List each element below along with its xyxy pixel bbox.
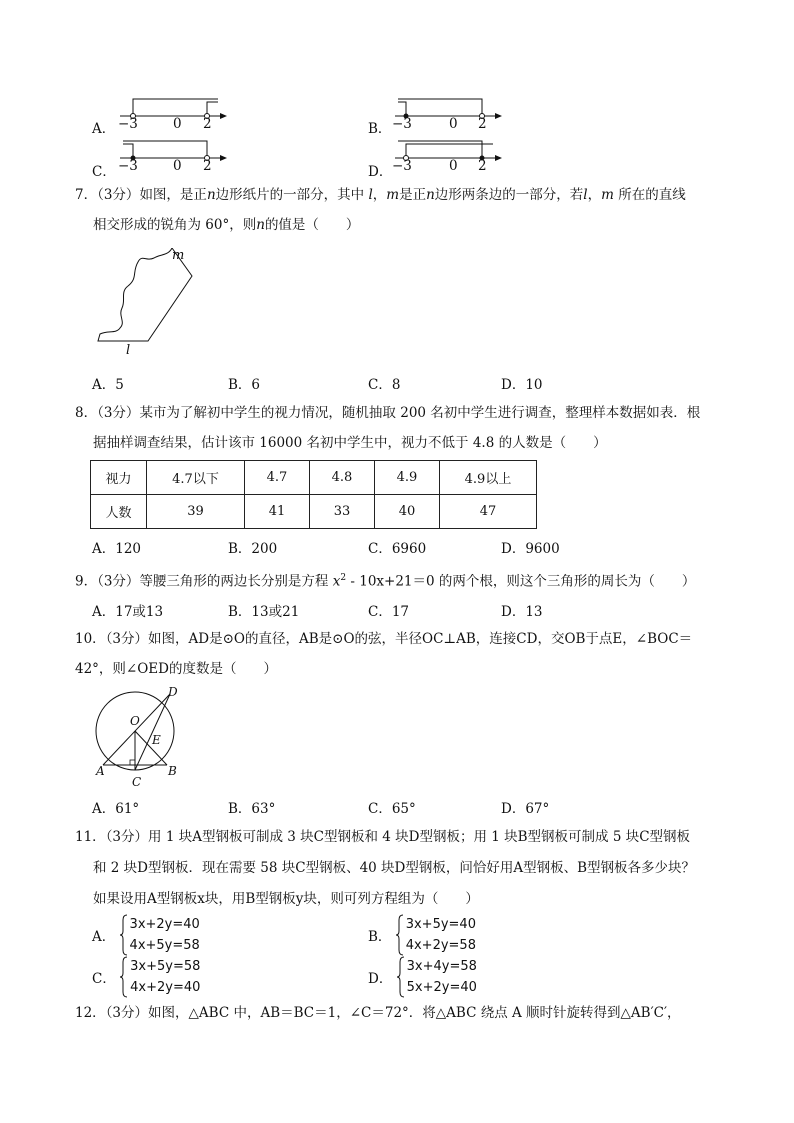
q6-a-tick-0: 0 bbox=[173, 116, 182, 132]
question-9: 9．（3分）等腰三角形的两边长分别是方程 $x^2 - 10x+21=0$ 的两个根，则这个三角形的周长为（ ） bbox=[75, 573, 696, 590]
table-cell: 视力 bbox=[91, 461, 147, 495]
q6-d-tick-0: 0 bbox=[449, 158, 458, 174]
q9-option-c: C．17 bbox=[368, 604, 410, 620]
q7-option-a: A．5 bbox=[92, 377, 124, 393]
table-cell: 4.9以上 bbox=[440, 461, 537, 495]
equation-system: 3x+2y=40 4x+5y=58 bbox=[120, 914, 200, 956]
q10-label-o: O bbox=[130, 714, 140, 728]
table-cell: 40 bbox=[375, 495, 440, 529]
q7-option-d: D．10 bbox=[501, 377, 543, 393]
table-cell: 47 bbox=[440, 495, 537, 529]
question-11 bbox=[75, 822, 725, 915]
table-cell: 4.9 bbox=[375, 461, 440, 495]
q7-label-m: m bbox=[172, 248, 185, 263]
q11-line3: 如果设用A型钢板x块，用B型钢板y块，则可列方程组为（ ） bbox=[93, 891, 479, 907]
q8-line2: 据抽样调查结果，估计该市 16000 名初中学生中，视力不低于 4.8 的人数是（ ） bbox=[93, 435, 607, 451]
q7-option-c: C．8 bbox=[368, 377, 401, 393]
q6-b-tick-2: 2 bbox=[478, 116, 487, 132]
q6-c-tick-0: 0 bbox=[173, 158, 182, 174]
q7-line1: 7．（3分）如图，是正n边形纸片的一部分，其中 l，m是正n边形两条边的一部分，若l，m 所在的直线 bbox=[75, 187, 686, 203]
q6-a-tick-neg3: −3 bbox=[118, 116, 138, 132]
q11-line2: 和 2 块D型钢板．现在需要 58 块C型钢板、40 块D型钢板，问恰好用A型钢板、B型钢板各多少块？ bbox=[93, 860, 696, 876]
q9-option-a: A．17或13 bbox=[92, 604, 164, 620]
q7-line2: 相交形成的锐角为 60°，则n的值是（ ） bbox=[93, 217, 360, 233]
q10-line2: 42°，则∠OED的度数是（ ） bbox=[75, 661, 277, 677]
q7-figure bbox=[90, 248, 200, 358]
q11-line1: 11．（3分）用 1 块A型钢板可制成 3 块C型钢板和 4 块D型钢板；用 1 块B型钢板可制成 5 块C型钢板 bbox=[75, 829, 691, 845]
q8-option-d: D．9600 bbox=[501, 541, 560, 557]
q10-label-e: E bbox=[152, 733, 161, 747]
q10-option-b: B．63° bbox=[228, 801, 276, 817]
table-cell: 33 bbox=[310, 495, 375, 529]
q10-label-a: A bbox=[96, 764, 105, 778]
q6-d-tick-2: 2 bbox=[478, 158, 487, 174]
q6-c-tick-2: 2 bbox=[203, 158, 212, 174]
question-8 bbox=[75, 398, 725, 458]
q7-option-b: B．6 bbox=[228, 377, 261, 393]
q11-option-d: D． 3x+4y=58 5x+2y=40 bbox=[368, 956, 477, 998]
q8-option-c: C．6960 bbox=[368, 541, 427, 557]
table-cell: 41 bbox=[245, 495, 310, 529]
q6-option-c-letter: C． bbox=[92, 164, 116, 180]
q8-table bbox=[90, 460, 537, 529]
q6-d-tick-neg3: −3 bbox=[392, 158, 412, 174]
q6-a-tick-2: 2 bbox=[203, 116, 212, 132]
question-7 bbox=[75, 180, 725, 240]
q6-option-b-letter: B． bbox=[368, 121, 392, 137]
q10-option-d: D．67° bbox=[501, 801, 550, 817]
q6-option-a-letter: A． bbox=[92, 121, 116, 137]
table-row bbox=[91, 495, 537, 529]
table-cell: 4.7 bbox=[245, 461, 310, 495]
q11-option-a: A． 3x+2y=40 4x+5y=58 bbox=[92, 914, 200, 956]
q8-option-b: B．200 bbox=[228, 541, 278, 557]
q9-option-b: B．13或21 bbox=[228, 604, 300, 620]
q7-label-l: l bbox=[126, 343, 131, 358]
q10-label-b: B bbox=[168, 764, 177, 778]
q11-option-c: C． 3x+5y=58 4x+2y=40 bbox=[92, 956, 200, 998]
q10-line1: 10．（3分）如图，AD是⊙O的直径，AB是⊙O的弦，半径OC⊥AB，连接CD，交OB于点E，∠BOC＝ bbox=[75, 631, 693, 647]
q8-line1: 8．（3分）某市为了解初中学生的视力情况，随机抽取 200 名初中学生进行调查，整理样本数据如表．根 bbox=[75, 405, 701, 421]
question-10 bbox=[75, 624, 725, 684]
q6-option-d-letter: D． bbox=[368, 164, 393, 180]
q6-b-tick-0: 0 bbox=[449, 116, 458, 132]
q10-option-a: A．61° bbox=[92, 801, 140, 817]
equation-system: 3x+5y=40 4x+2y=58 bbox=[396, 914, 476, 956]
equation-system: 3x+4y=58 5x+2y=40 bbox=[397, 956, 477, 998]
q10-label-c: C bbox=[132, 775, 142, 789]
q11-option-b: B． 3x+5y=40 4x+2y=58 bbox=[368, 914, 476, 956]
table-cell: 4.8 bbox=[310, 461, 375, 495]
table-row bbox=[91, 461, 537, 495]
q8-option-a: A．120 bbox=[92, 541, 142, 557]
q10-label-d: D bbox=[168, 685, 178, 699]
q6-b-tick-neg3: −3 bbox=[392, 116, 412, 132]
equation-system: 3x+5y=58 4x+2y=40 bbox=[120, 956, 200, 998]
table-cell: 39 bbox=[147, 495, 245, 529]
table-cell: 4.7以下 bbox=[147, 461, 245, 495]
q9-option-d: D．13 bbox=[501, 604, 543, 620]
q6-c-tick-neg3: −3 bbox=[118, 158, 138, 174]
table-cell: 人数 bbox=[91, 495, 147, 529]
question-12: 12．（3分）如图，△ABC 中，AB＝BC＝1，∠C＝72°．将△ABC 绕点 A 顺时针旋转得到△AB′C′， bbox=[75, 1005, 681, 1021]
q10-option-c: C．65° bbox=[368, 801, 416, 817]
